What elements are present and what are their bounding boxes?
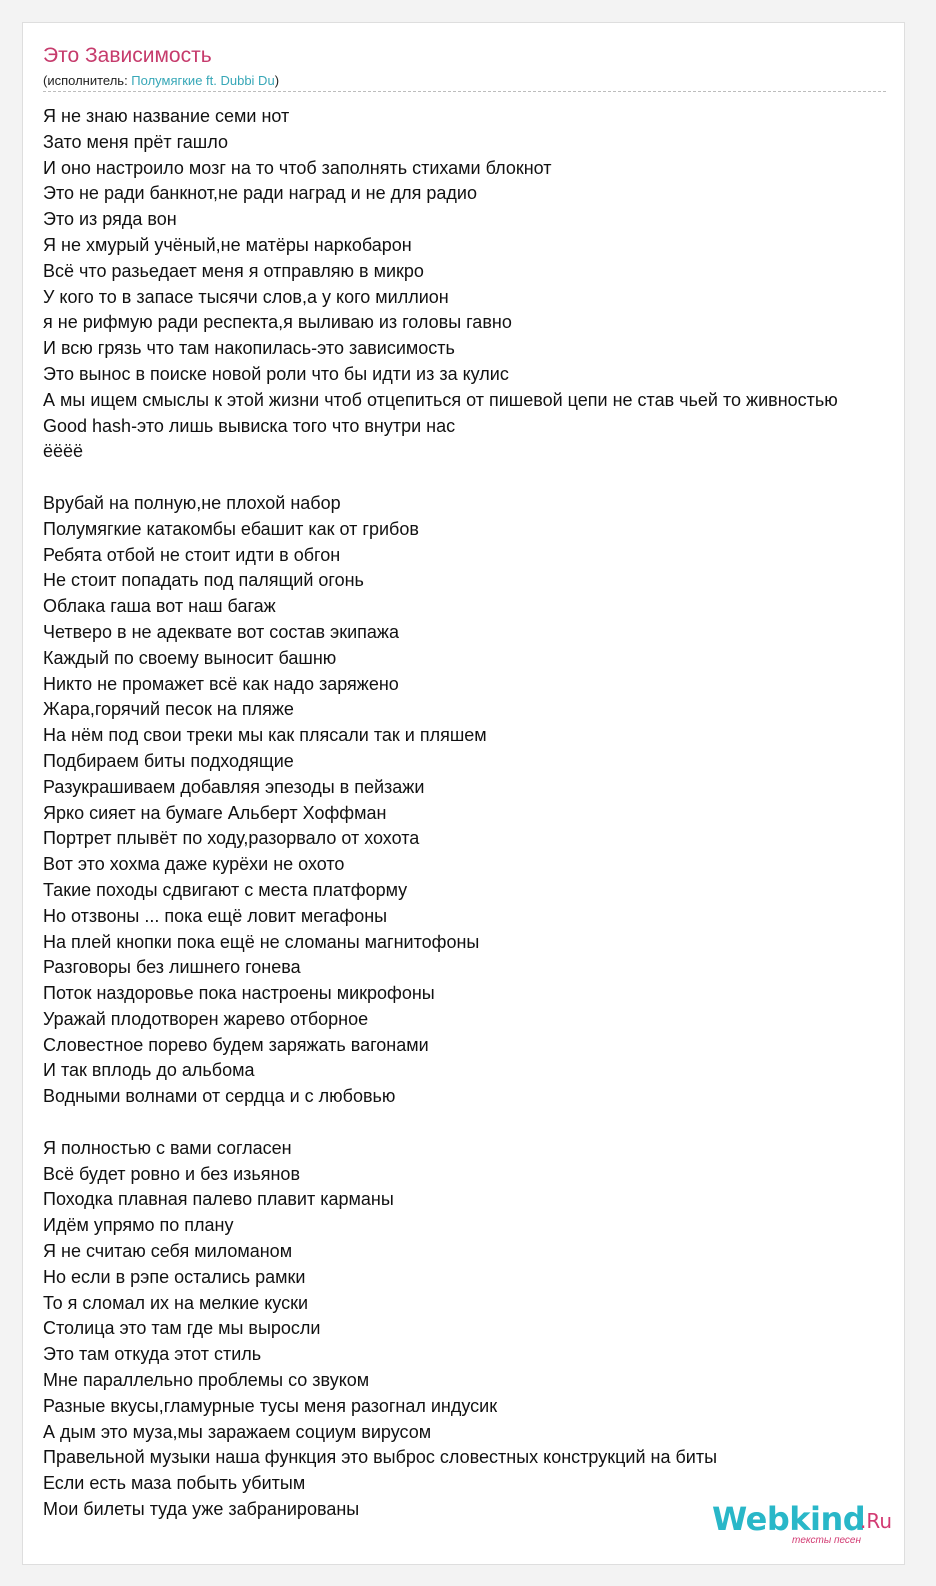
lyric-line: Это из ряда вон bbox=[43, 209, 177, 230]
lyric-line: Не стоит попадать под палящий огонь bbox=[43, 570, 364, 591]
lyric-line: На нём под свои треки мы как плясали так и пляшем bbox=[43, 725, 487, 746]
lyric-line: Вот это хохма даже курёхи не охото bbox=[43, 854, 345, 875]
artist-line bbox=[43, 73, 279, 89]
lyric-line: А мы ищем смыслы к этой жизни чтоб отцепиться от пишевой цепи не став чьей то живностью bbox=[43, 389, 838, 410]
lyrics-text bbox=[43, 104, 905, 1523]
lyric-line: Разукрашиваем добавляя эпезоды в пейзажи bbox=[43, 776, 425, 797]
site-logo[interactable] bbox=[712, 1501, 905, 1551]
lyric-line: Водными волнами от сердца и с любовью bbox=[43, 1086, 396, 1107]
lyric-line: Разные вкусы,гламурные тусы меня разогнал индусик bbox=[43, 1395, 498, 1416]
lyric-line: Жара,горячий песок на пляже bbox=[43, 699, 294, 720]
lyric-line: ёёёё bbox=[43, 441, 84, 462]
lyric-line: Зато меня прёт гашло bbox=[43, 131, 228, 152]
stanza-break bbox=[43, 465, 905, 491]
logo-subtitle: тексты песен bbox=[792, 1535, 861, 1546]
song-title: Это Зависимость bbox=[43, 44, 212, 67]
lyric-line: Подбираем биты подходящие bbox=[43, 750, 294, 771]
lyric-line: А дым это муза,мы заражаем социум вирусом bbox=[43, 1421, 432, 1442]
lyric-line: Никто не промажет всё как надо заряжено bbox=[43, 673, 399, 694]
lyric-line: Ярко сияет на бумаге Альберт Хоффман bbox=[43, 802, 387, 823]
lyric-line: Всё будет ровно и без изьянов bbox=[43, 1163, 301, 1184]
lyric-line: Идём упрямо по плану bbox=[43, 1215, 234, 1236]
lyric-line: Я не хмурый учёный,не матёры наркобарон bbox=[43, 234, 412, 255]
lyric-line: Мне параллельно проблемы со звуком bbox=[43, 1370, 370, 1391]
logo-main-text: Webkind bbox=[712, 1500, 866, 1538]
artist-link[interactable]: Полумягкие ft. Dubbi Du bbox=[131, 73, 275, 88]
lyric-line: И всю грязь что там накопилась-это зависимость bbox=[43, 338, 455, 359]
lyric-line: Я не знаю название семи нот bbox=[43, 106, 290, 126]
lyric-line: Словестное порево будем заряжать вагонами bbox=[43, 1034, 429, 1055]
lyric-line: Полумягкие катакомбы ебашит как от грибов bbox=[43, 518, 419, 539]
lyric-line: Каждый по своему выносит башню bbox=[43, 647, 337, 668]
lyric-line: я не рифмую ради респекта,я выливаю из головы гавно bbox=[43, 312, 512, 333]
lyric-line: Походка плавная палево плавит карманы bbox=[43, 1189, 394, 1210]
lyric-line: Всё что разьедает меня я отправляю в микро bbox=[43, 260, 424, 281]
artist-suffix: ) bbox=[274, 73, 280, 88]
lyric-line: Уражай плодотворен жарево отборное bbox=[43, 1008, 369, 1029]
lyric-line: И так вплодь до альбома bbox=[43, 1060, 255, 1081]
lyric-line: Это вынос в поиске новой роли что бы идти из за кулис bbox=[43, 363, 509, 384]
lyric-line: Врубай на полную,не плохой набор bbox=[43, 492, 341, 513]
lyric-line: Ребята отбой не стоит идти в обгон bbox=[43, 544, 341, 565]
lyric-line: То я сломал их на мелкие куски bbox=[43, 1292, 308, 1313]
lyric-line: Но если в рэпе остались рамки bbox=[43, 1266, 306, 1287]
lyric-line: Четверо в не адеквате вот состав экипажа bbox=[43, 621, 399, 642]
lyric-line: Такие походы сдвигают с места платформу bbox=[43, 879, 408, 900]
title-divider bbox=[43, 91, 886, 92]
lyric-line: Good hash-это лишь вывиска того что внутри нас bbox=[43, 415, 456, 436]
lyric-line: Портрет плывёт по ходу,разорвало от хохота bbox=[43, 828, 420, 849]
lyrics-card bbox=[22, 22, 905, 1565]
lyric-line: Если есть маза побыть убитым bbox=[43, 1473, 306, 1494]
lyric-line: Это там откуда этот стиль bbox=[43, 1344, 262, 1365]
lyric-line: И оно настроило мозг на то чтоб заполнять стихами блокнот bbox=[43, 157, 552, 178]
lyric-line: Я не считаю себя миломаном bbox=[43, 1241, 293, 1262]
lyric-line: Но отзвоны ... пока ещё ловит мегафоны bbox=[43, 905, 388, 926]
lyric-line: На плей кнопки пока ещё не сломаны магнитофоны bbox=[43, 931, 480, 952]
lyric-line: У кого то в запасе тысячи слов,а у кого миллион bbox=[43, 286, 449, 307]
lyric-line: Мои билеты туда уже забранированы bbox=[43, 1499, 360, 1520]
lyric-line: Поток наздоровье пока настроены микрофоны bbox=[43, 983, 435, 1004]
lyric-line: Это не ради банкнот,не ради наград и не для радио bbox=[43, 183, 477, 204]
stanza-break bbox=[43, 1110, 905, 1136]
lyric-line: Я полностью с вами согласен bbox=[43, 1137, 292, 1158]
logo-domain-suffix: .Ru bbox=[860, 1509, 893, 1533]
lyric-line: Правельной музыки наша функция это выброс словестных конструкций на биты bbox=[43, 1447, 718, 1468]
lyric-line: Разговоры без лишнего гонева bbox=[43, 957, 301, 978]
lyric-line: Облака гаша вот наш багаж bbox=[43, 596, 276, 617]
artist-prefix: (исполнитель: bbox=[43, 73, 132, 88]
lyric-line: Столица это там где мы выросли bbox=[43, 1318, 321, 1339]
